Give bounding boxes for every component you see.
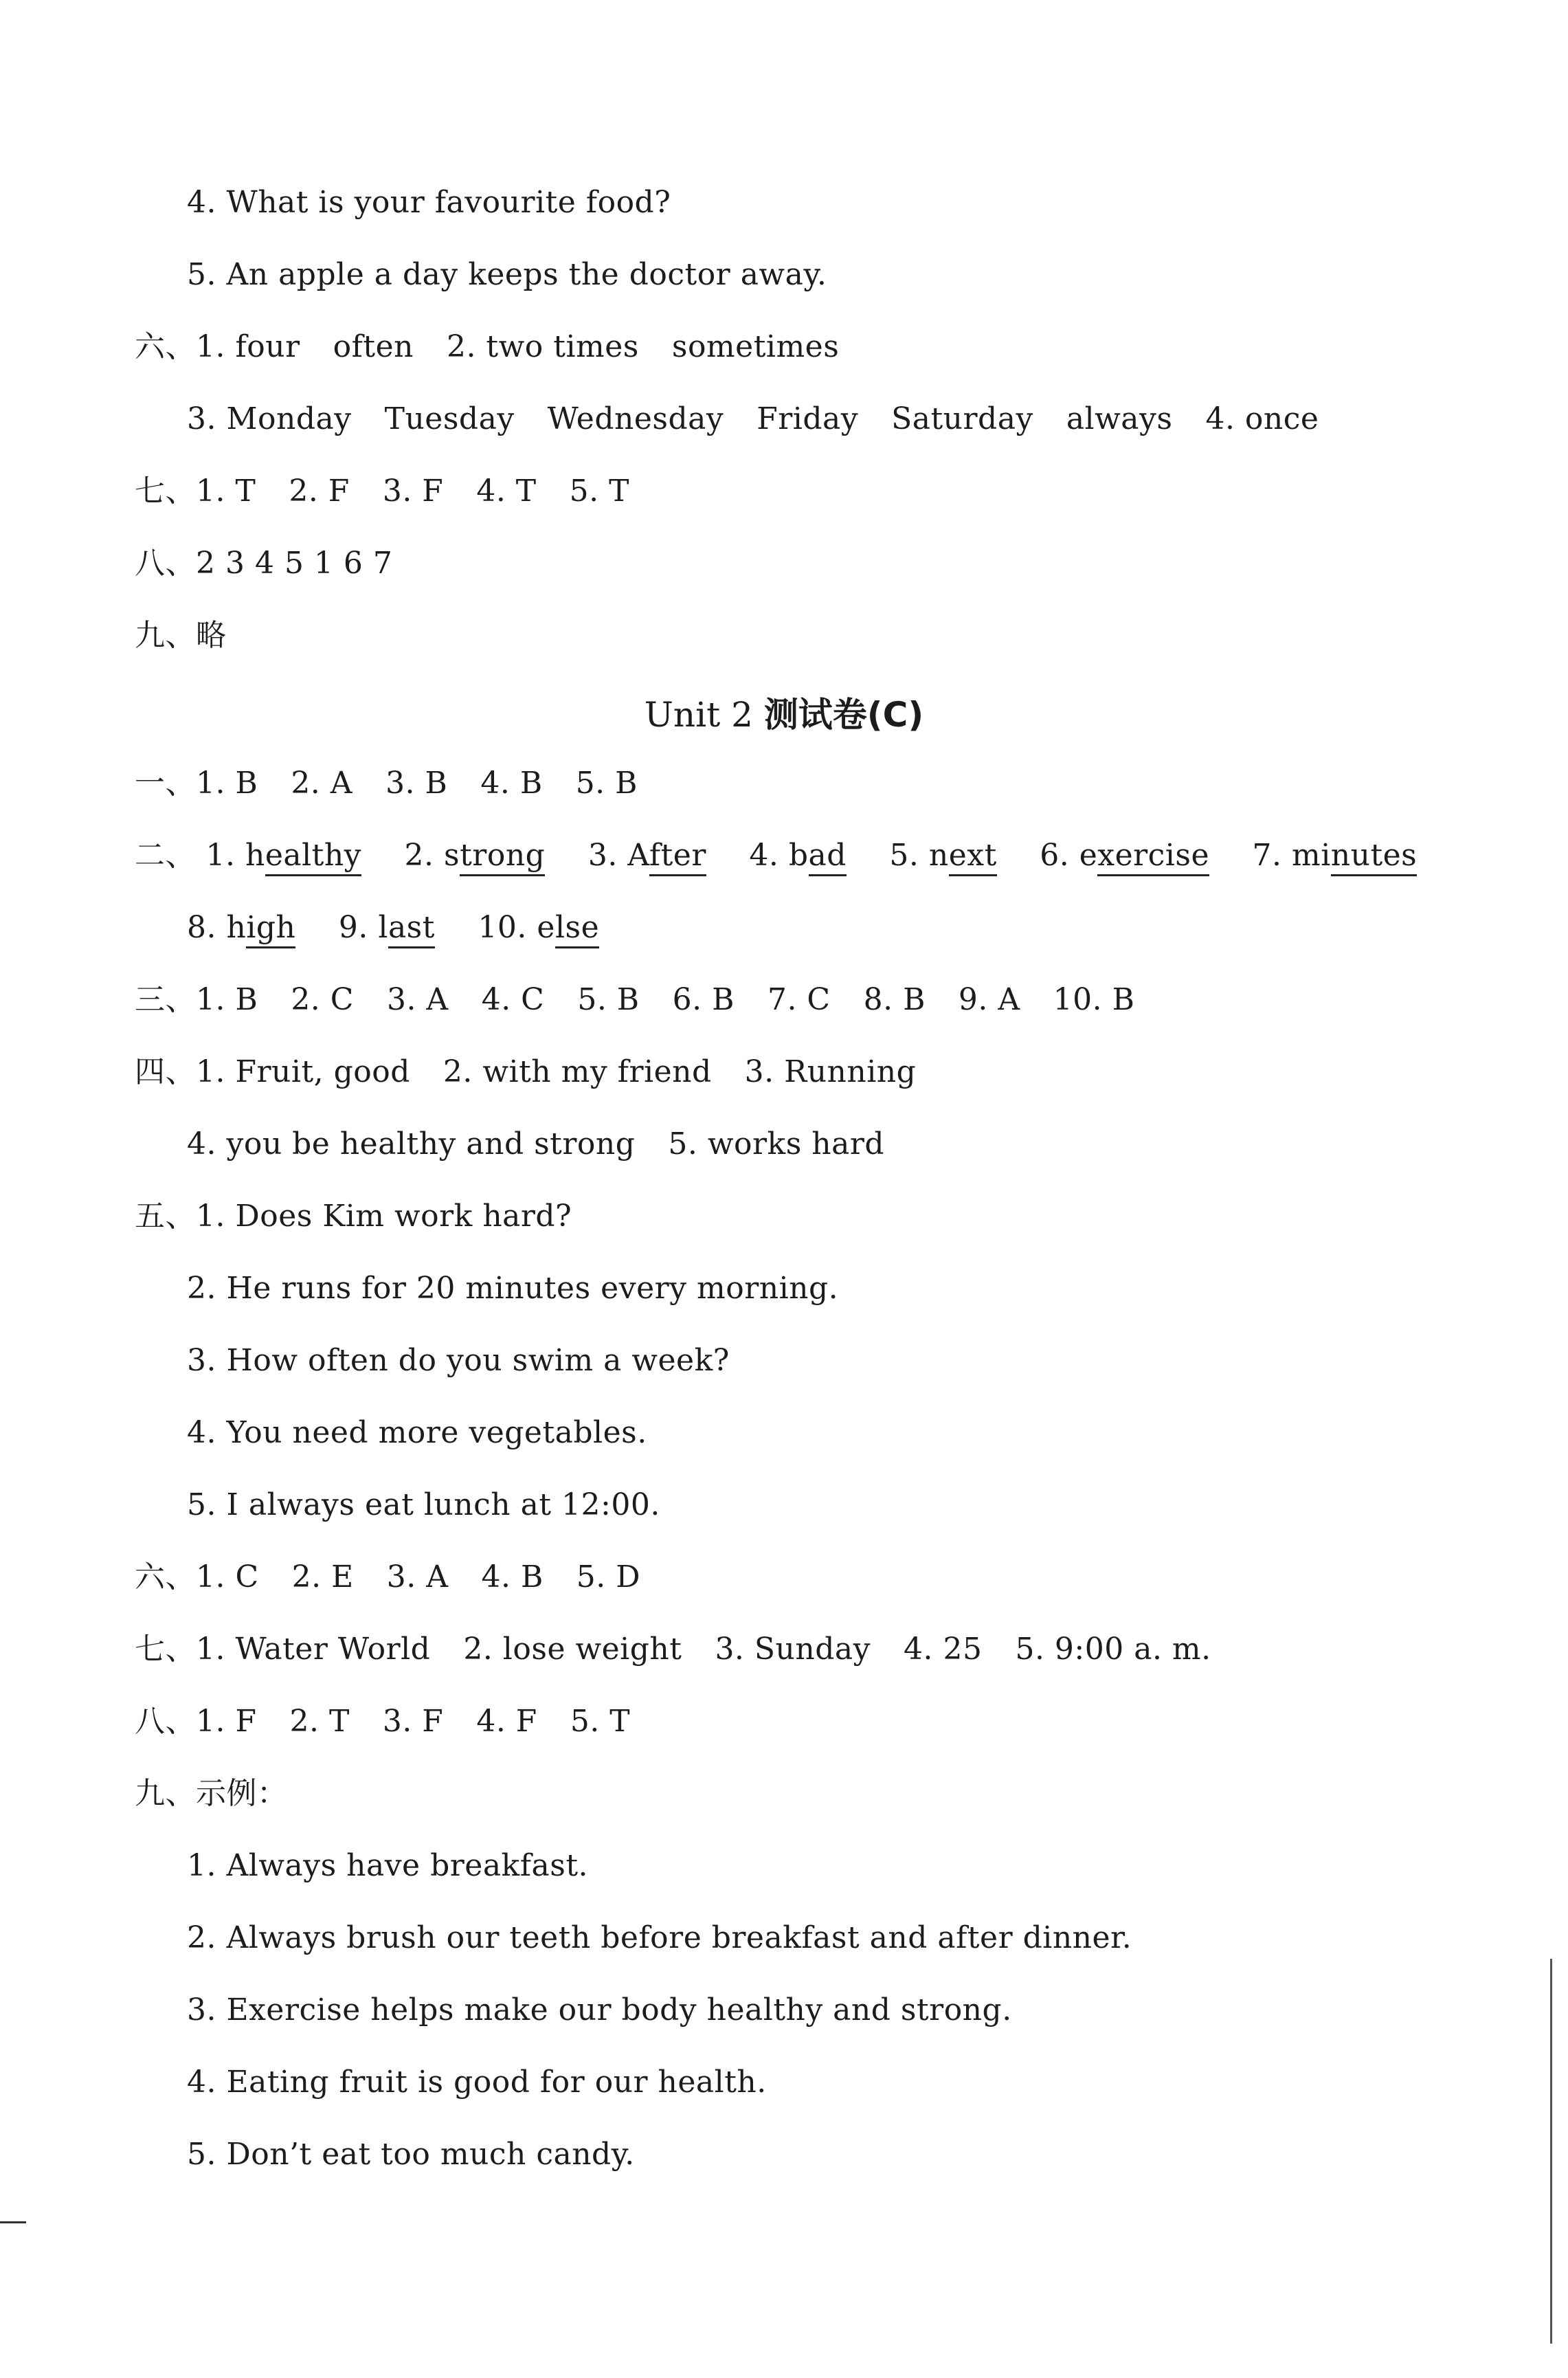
section-9-answer-2: 2. Always brush our teeth before breakfast and after dinner. <box>187 1920 1132 1955</box>
section-9-answer-4: 4. Eating fruit is good for our health. <box>187 2065 767 2100</box>
section-label: 六、 <box>135 329 196 364</box>
section-label: 一、 <box>135 766 196 801</box>
section-7-answers-c: 七、1. Water World 2. lose weight 3. Sunday 4. 25 5. 9:00 a. m. <box>135 1632 1211 1667</box>
section-4-answers: 四、1. Fruit, good 2. with my friend 3. Running <box>135 1054 917 1089</box>
answer-5-5: 5. An apple a day keeps the doctor away. <box>187 257 827 292</box>
margin-mark <box>0 2221 26 2223</box>
section-label: 七、 <box>135 474 196 509</box>
section-2-answers: 二、 1. healthy 2. strong 3. After 4. bad 5. next 6. exercise 7. minutes <box>135 835 1417 876</box>
section-label: 九、 <box>135 618 196 653</box>
section-label: 五、 <box>135 1199 196 1234</box>
answer-5-4: 4. What is your favourite food? <box>187 185 671 220</box>
section-4-answers-line2: 4. you be healthy and strong 5. works hard <box>187 1126 885 1162</box>
section-label: 八、 <box>135 546 196 581</box>
section-5-answer-4: 4. You need more vegetables. <box>187 1415 647 1450</box>
section-1-answers: 一、1. B 2. A 3. B 4. B 5. B <box>135 766 638 801</box>
section-label: 二、 <box>135 838 196 873</box>
binding-edge <box>1550 1959 1552 2344</box>
section-6-answers-line2: 3. Monday Tuesday Wednesday Friday Saturday always 4. once <box>187 401 1319 436</box>
section-label: 三、 <box>135 982 196 1017</box>
section-5-answer-2: 2. He runs for 20 minutes every morning. <box>187 1271 839 1306</box>
section-label: 八、 <box>135 1704 196 1739</box>
section-9-answer-1: 1. Always have breakfast. <box>187 1848 588 1883</box>
section-9-answer-5: 5. Don’t eat too much candy. <box>187 2137 635 2172</box>
section-7-answers: 七、1. T 2. F 3. F 4. T 5. T <box>135 474 629 509</box>
section-5-answer-5: 5. I always eat lunch at 12:00. <box>187 1487 660 1522</box>
section-label: 四、 <box>135 1054 196 1089</box>
section-3-answers: 三、1. B 2. C 3. A 4. C 5. B 6. B 7. C 8. B 9. A 10. B <box>135 982 1135 1017</box>
section-9-answers: 九、略 <box>135 618 227 653</box>
section-6-answers: 六、1. four often 2. two times sometimes <box>135 329 840 364</box>
section-9-label: 九、示例： <box>135 1776 288 1811</box>
section-label: 七、 <box>135 1632 196 1667</box>
section-8-answers: 八、2 3 4 5 1 6 7 <box>135 546 393 581</box>
section-label: 六、 <box>135 1559 196 1594</box>
section-8-answers-c: 八、1. F 2. T 3. F 4. F 5. T <box>135 1704 631 1739</box>
section-5-answer-3: 3. How often do you swim a week? <box>187 1343 730 1378</box>
page-title: Unit 2 测试卷(C) <box>644 695 924 735</box>
section-6-answers-c: 六、1. C 2. E 3. A 4. B 5. D <box>135 1559 641 1594</box>
section-9-answer-3: 3. Exercise helps make our body healthy and strong. <box>187 1992 1012 2027</box>
section-5-answer-1: 五、1. Does Kim work hard? <box>135 1199 572 1234</box>
section-2-answers-line2: 8. high 9. last 10. else <box>187 907 599 948</box>
